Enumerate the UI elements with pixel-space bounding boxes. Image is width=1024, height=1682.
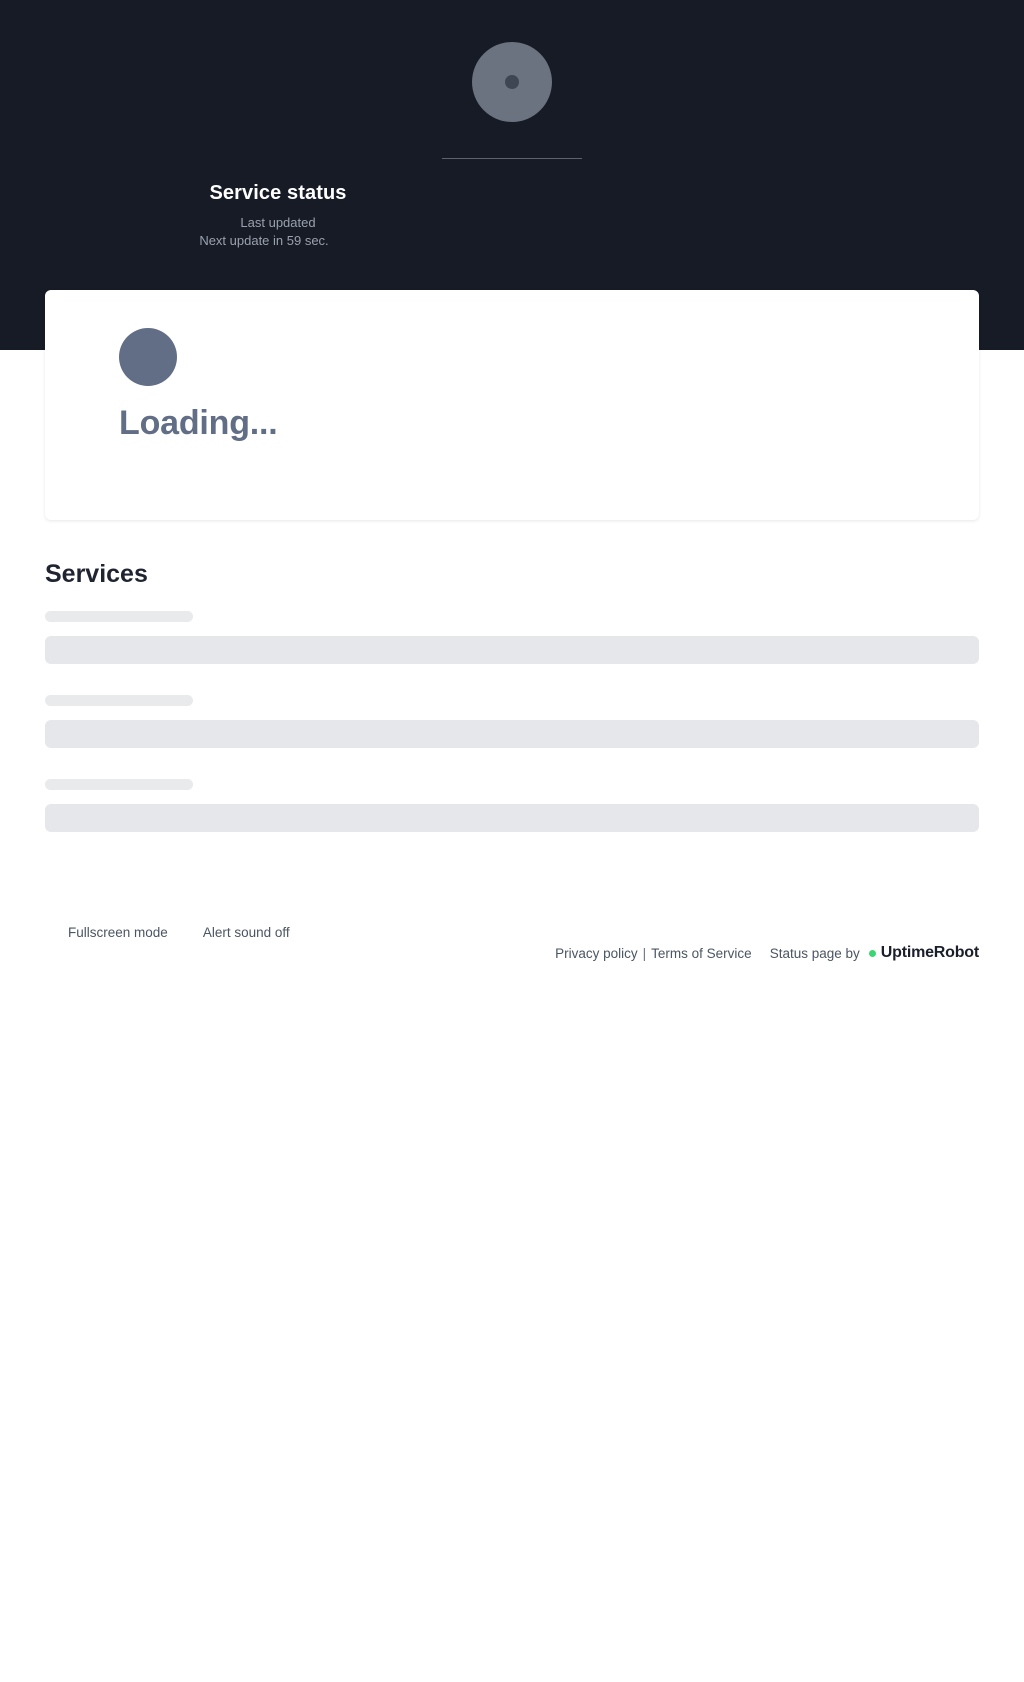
header-divider bbox=[442, 158, 582, 159]
service-skeleton-group bbox=[45, 779, 979, 832]
footer-legal bbox=[555, 944, 979, 962]
privacy-policy-link[interactable]: Privacy policy bbox=[555, 945, 638, 961]
fullscreen-mode-link[interactable]: Fullscreen mode bbox=[68, 925, 168, 940]
alert-sound-toggle-link[interactable]: Alert sound off bbox=[202, 925, 290, 940]
green-dot-icon bbox=[869, 950, 876, 957]
brand-name: UptimeRobot bbox=[880, 944, 979, 961]
service-skeleton-label bbox=[45, 695, 193, 706]
service-skeleton-bar bbox=[45, 720, 979, 748]
services-title: Services bbox=[45, 560, 148, 588]
footer-separator: | bbox=[642, 945, 647, 961]
footer-controls bbox=[68, 925, 322, 940]
service-skeleton-label bbox=[45, 611, 193, 622]
uptimerobot-brand[interactable] bbox=[869, 944, 979, 962]
last-updated-label: Last updated bbox=[240, 215, 316, 230]
status-circle-icon bbox=[119, 328, 177, 386]
overall-status-card bbox=[45, 290, 979, 520]
logo-container bbox=[0, 42, 1024, 127]
page-title: Service status bbox=[209, 182, 347, 204]
service-skeleton-group bbox=[45, 695, 979, 748]
service-skeleton-bar bbox=[45, 804, 979, 832]
status-page-by-label: Status page by bbox=[769, 945, 860, 961]
circle-logo-icon bbox=[472, 42, 552, 122]
next-update-label: Next update in 59 sec. bbox=[199, 233, 329, 248]
service-skeleton-label bbox=[45, 779, 193, 790]
service-skeleton-bar bbox=[45, 636, 979, 664]
service-skeleton-group bbox=[45, 611, 979, 664]
services-section bbox=[45, 560, 979, 863]
terms-of-service-link[interactable]: Terms of Service bbox=[651, 945, 752, 961]
page-footer bbox=[45, 920, 979, 960]
status-text: Loading... bbox=[119, 404, 278, 442]
